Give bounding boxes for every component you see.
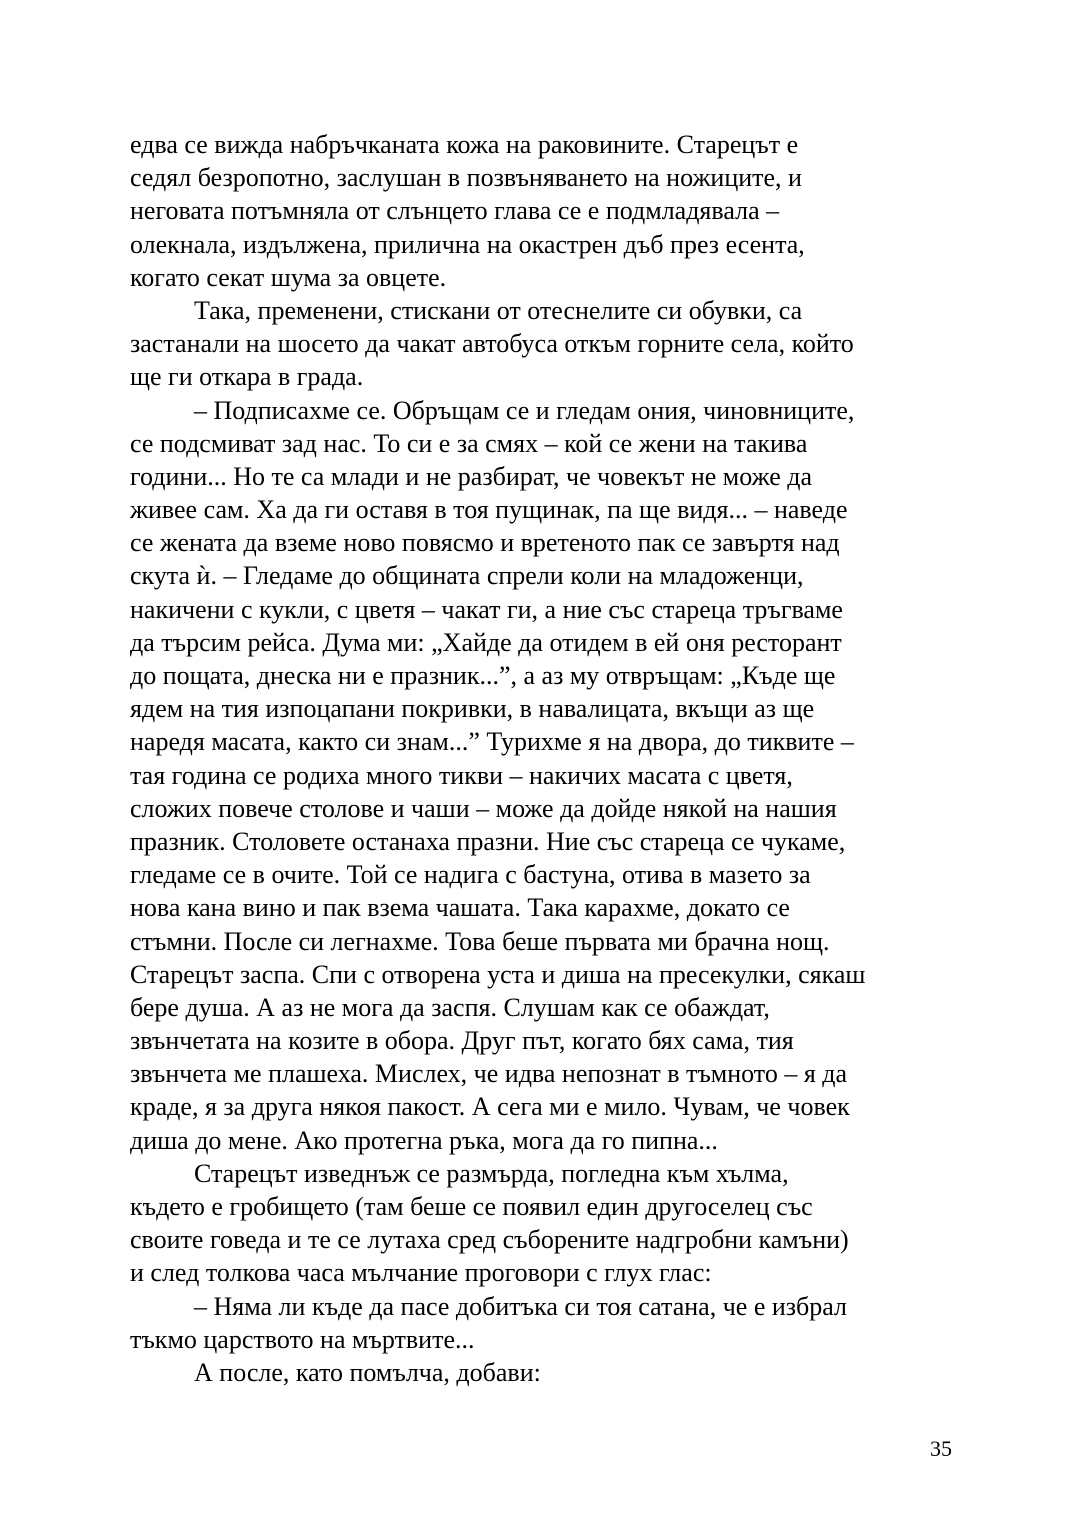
text-line: където е гробището (там беше се появил един другоселец със (130, 1192, 813, 1221)
text-line: скута ѝ. – Гледаме до общината спрели коли на младоженци, (130, 561, 804, 591)
body-text (130, 128, 960, 1389)
page-number: 35 (930, 1436, 952, 1461)
text-line: неговата потъмняла от слънцето глава се е подмладявала – (130, 196, 780, 226)
text-line: бере душа. А аз не мога да заспя. Слушам как се обаждат, (130, 992, 770, 1022)
text-line: застанали на шосето да чакат автобуса откъм горните села, който (130, 329, 854, 359)
text-line: тая година се родиха много тикви – накичих масата с цветя, (130, 760, 793, 790)
text-line: и след толкова часа мълчание проговори с глух глас: (130, 1258, 712, 1288)
text-line: празник. Столовете останаха празни. Ние със стареца се чукаме, (130, 826, 846, 856)
text-line: краде, я за друга някоя пакост. А сега ми е мило. Чувам, че човек (130, 1092, 850, 1122)
text-line: се жената да вземе ново повясмо и вретеното пак се завъртя над (130, 528, 840, 558)
text-line: сложих повече столове и чаши – може да дойде някой на нашия (130, 793, 837, 823)
text-line: тъкмо царството на мъртвите... (130, 1324, 475, 1354)
text-line: години... Но те са млади и не разбират, че човекът не може да (130, 461, 813, 491)
text-line: ще ги откара в града. (130, 362, 364, 392)
text-line: звънчета ме плашеха. Мислех, че идва непознат в тъмното – я да (130, 1059, 848, 1089)
text-line: ядем на тия изпоцапани покривки, в навалицата, вкъщи аз ще (130, 694, 815, 724)
text-line: своите говеда и те се лутаха сред съборените надгробни камъни) (130, 1225, 849, 1255)
text-line: седял безропотно, заслушан в позвъняването на ножиците, и (130, 163, 802, 193)
text-line: накичени с кукли, с цветя – чакат ги, а ние със стареца тръгваме (130, 594, 843, 624)
text-line: звънчетата на козите в обора. Друг път, когато бях сама, тия (130, 1026, 794, 1056)
text-line: диша до мене. Ако протегна ръка, мога да го пипна... (130, 1125, 718, 1155)
paragraph-first-line: Така, пременени, стискани от отеснелите си обувки, са (194, 295, 803, 325)
text-line: стъмни. После си легнахме. Това беше първата ми брачна нощ. (130, 926, 830, 956)
paragraph-first-line: – Няма ли къде да пасе добитъка си тоя сатана, че е избрал (194, 1291, 848, 1321)
paragraph-first-line: – Подписахме се. Обръщам се и гледам ония, чиновниците, (194, 395, 855, 425)
text-line: когато секат шума за овцете. (130, 262, 447, 292)
text-line: живее сам. Ха да ги оставя в тоя пущинак, па ще видя... – наведе (130, 495, 848, 525)
text-line: олекнала, издължена, прилична на окастрен дъб през есента, (130, 229, 805, 259)
paragraph-first-line: А после, като помълча, добави: (194, 1357, 541, 1387)
text-line: се подсмиват зад нас. То си е за смях – кой се жени на такива (130, 428, 808, 458)
paragraph-first-line: Старецът изведнъж се размърда, погледна към хълма, (194, 1158, 789, 1188)
text-line: едва се вижда набръчканата кожа на раковините. Старецът е (130, 130, 799, 159)
text-line: да търсим рейса. Дума ми: „Хайде да отидем в ей оня ресторант (130, 627, 842, 657)
text-line: Старецът заспа. Спи с отворена уста и диша на пресекулки, сякаш (130, 959, 866, 989)
text-line: наредя масата, както си знам...” Турихме я на двора, до тиквите – (130, 727, 854, 757)
text-line: до пощата, днеска ни е празник...”, а аз му отвръщам: „Къде ще (130, 661, 836, 690)
text-line: гледаме се в очите. Той се надига с бастуна, отива в мазето за (130, 860, 811, 890)
text-line: нова кана вино и пак взема чашата. Така карахме, докато се (130, 893, 790, 923)
